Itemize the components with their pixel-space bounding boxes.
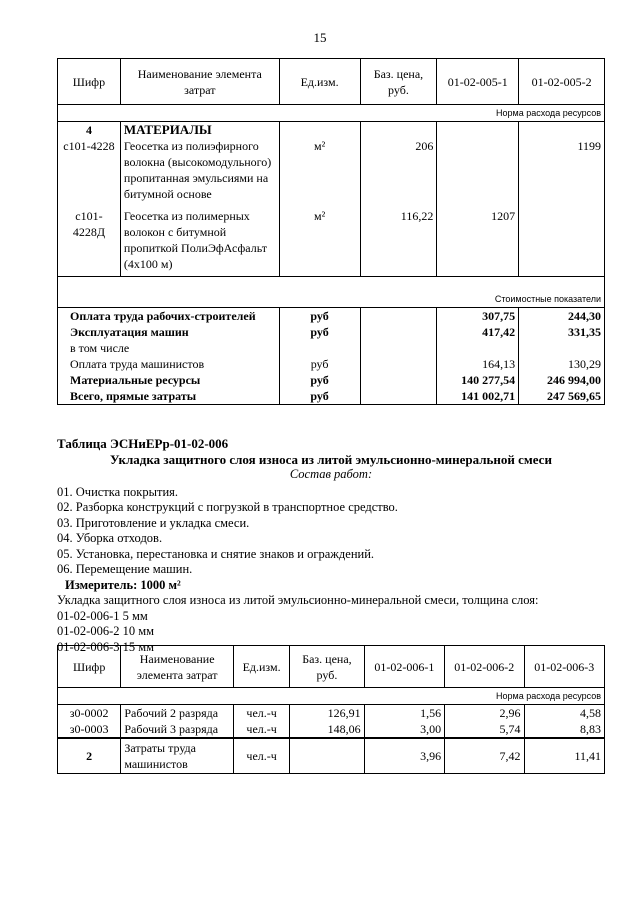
section-2 bbox=[57, 436, 617, 655]
material-value-2-1: 1207 bbox=[437, 202, 519, 277]
row-value-2: 5,74 bbox=[445, 721, 524, 738]
row-unit: чел.-ч bbox=[233, 721, 289, 738]
cost-price-empty bbox=[360, 372, 437, 388]
material-price-1: 206 bbox=[360, 122, 437, 203]
row-code: з0-0003 bbox=[58, 721, 121, 738]
row-name: Рабочий 2 разряда bbox=[121, 705, 234, 722]
work-step: 02. Разборка конструкций с погрузкой в транспортное средство. bbox=[57, 500, 398, 514]
cost-row bbox=[58, 356, 605, 372]
cost-value-2: 130,29 bbox=[519, 356, 605, 372]
cost-price-empty bbox=[360, 307, 437, 324]
cost-value-2: 331,35 bbox=[519, 324, 605, 340]
header-name: Наименование элемента затрат bbox=[120, 59, 279, 105]
row-price: 148,06 bbox=[290, 721, 364, 738]
work-step: 06. Перемещение машин. bbox=[57, 562, 193, 576]
material-name-1: МАТЕРИАЛЫ Геосетка из полиэфирного волокна (высокомодульного) пропитанная эмульсиями на битумной основе bbox=[120, 122, 279, 203]
page-number: 15 bbox=[313, 30, 327, 45]
cost-value-2: 247 569,65 bbox=[519, 388, 605, 405]
row-price: 126,91 bbox=[290, 705, 364, 722]
row-value-3: 4,58 bbox=[524, 705, 604, 722]
resource-table-1 bbox=[57, 58, 605, 405]
resource-table-2 bbox=[57, 645, 605, 774]
row-name: Затраты труда машинистов bbox=[121, 738, 234, 774]
norm-label: Норма расхода ресурсов bbox=[58, 105, 605, 122]
material-value-1-2: 1199 bbox=[519, 122, 605, 203]
cost-unit: руб bbox=[279, 372, 360, 388]
row-price bbox=[290, 738, 364, 774]
t2-header-name: Наименование элемента затрат bbox=[121, 646, 234, 688]
material-unit-2: м² bbox=[279, 202, 360, 277]
header-unit: Ед.изм. bbox=[279, 59, 360, 105]
cost-name: Оплата труда рабочих-строителей bbox=[58, 307, 280, 324]
work-step: 05. Установка, перестановка и снятие знаков и ограждений. bbox=[57, 546, 375, 561]
header-col-1: 01-02-005-1 bbox=[437, 59, 519, 105]
t2-header-col-3: 01-02-006-3 bbox=[524, 646, 604, 688]
t2-header-col-2: 01-02-006-2 bbox=[445, 646, 524, 688]
cost-price-empty bbox=[360, 388, 437, 405]
section-title: МАТЕРИАЛЫ bbox=[123, 122, 212, 137]
table-row bbox=[58, 705, 605, 722]
cost-row bbox=[58, 324, 605, 340]
cost-row bbox=[58, 307, 605, 324]
cost-value-1: 164,13 bbox=[437, 356, 519, 372]
work-composition-label: Состав работ: bbox=[289, 467, 373, 481]
material-value-1-1 bbox=[437, 122, 519, 203]
variant-item: 01-02-006-3 15 мм bbox=[57, 639, 155, 654]
cost-unit bbox=[279, 340, 360, 356]
material-unit-1: м² bbox=[279, 122, 360, 203]
cost-value-2: 246 994,00 bbox=[519, 372, 605, 388]
t2-header-code: Шифр bbox=[58, 646, 121, 688]
work-step: 03. Приготовление и укладка смеси. bbox=[57, 515, 250, 530]
row-value-1: 1,56 bbox=[364, 705, 444, 722]
cost-unit: руб bbox=[279, 324, 360, 340]
material-code-1: 4 с101-4228 bbox=[58, 122, 121, 203]
header-col-2: 01-02-005-2 bbox=[519, 59, 605, 105]
row-unit: чел.-ч bbox=[233, 738, 289, 774]
cost-row bbox=[58, 372, 605, 388]
t2-header-unit: Ед.изм. bbox=[233, 646, 289, 688]
work-step: 01. Очистка покрытия. bbox=[57, 484, 179, 499]
row-value-1: 3,96 bbox=[364, 738, 444, 774]
cost-value-2: 244,30 bbox=[519, 307, 605, 324]
table-row bbox=[58, 721, 605, 738]
row-code: з0-0002 bbox=[58, 705, 121, 722]
cost-row bbox=[58, 388, 605, 405]
variant-item: 01-02-006-2 10 мм bbox=[57, 624, 155, 638]
row-value-3: 11,41 bbox=[524, 738, 604, 774]
table-title: Таблица ЭСНиЕРр-01-02-006 bbox=[57, 436, 229, 451]
work-steps bbox=[57, 485, 617, 578]
material-name-2: Геосетка из полимерных волокон с битумной пропиткой ПолиЭфАсфальт (4х100 м) bbox=[120, 202, 279, 277]
cost-price-empty bbox=[360, 340, 437, 356]
description: Укладка защитного слоя износа из литой эмульсионно-минеральной смеси, толщина слоя: bbox=[57, 593, 539, 607]
row-value-1: 3,00 bbox=[364, 721, 444, 738]
row-value-3: 8,83 bbox=[524, 721, 604, 738]
cost-value-1: 417,42 bbox=[437, 324, 519, 340]
cost-label: Стоимостные показатели bbox=[58, 291, 605, 308]
work-step: 04. Уборка отходов. bbox=[57, 531, 163, 545]
row-name: Рабочий 3 разряда bbox=[121, 721, 234, 738]
t2-norm-label: Норма расхода ресурсов bbox=[58, 688, 605, 705]
cost-unit: руб bbox=[279, 388, 360, 405]
material-value-2-2 bbox=[519, 202, 605, 277]
cost-unit: руб bbox=[279, 356, 360, 372]
row-code: 2 bbox=[58, 738, 121, 774]
row-value-2: 7,42 bbox=[445, 738, 524, 774]
cost-value-1 bbox=[437, 340, 519, 356]
cost-name: Материальные ресурсы bbox=[58, 372, 280, 388]
header-price: Баз. цена, руб. bbox=[360, 59, 437, 105]
table-row bbox=[58, 738, 605, 774]
cost-value-1: 140 277,54 bbox=[437, 372, 519, 388]
section-heading: Укладка защитного слоя износа из литой эмульсионно-минеральной смеси bbox=[110, 451, 552, 467]
material-code-2: с101-4228Д bbox=[58, 202, 121, 277]
t2-header-price: Баз. цена, руб. bbox=[290, 646, 364, 688]
cost-name: Эксплуатация машин bbox=[58, 324, 280, 340]
material-price-2: 116,22 bbox=[360, 202, 437, 277]
cost-name: в том числе bbox=[58, 340, 280, 356]
cost-name: Всего, прямые затраты bbox=[58, 388, 280, 405]
cost-unit: руб bbox=[279, 307, 360, 324]
cost-row bbox=[58, 340, 605, 356]
row-unit: чел.-ч bbox=[233, 705, 289, 722]
row-value-2: 2,96 bbox=[445, 705, 524, 722]
variant-item: 01-02-006-1 5 мм bbox=[57, 608, 148, 623]
section-number: 4 bbox=[85, 123, 92, 137]
cost-value-2 bbox=[519, 340, 605, 356]
cost-price-empty bbox=[360, 356, 437, 372]
header-code: Шифр bbox=[58, 59, 121, 105]
cost-price-empty bbox=[360, 324, 437, 340]
t2-header-col-1: 01-02-006-1 bbox=[364, 646, 444, 688]
cost-value-1: 307,75 bbox=[437, 307, 519, 324]
meter: Измеритель: 1000 м² bbox=[65, 577, 181, 592]
cost-name: Оплата труда машинистов bbox=[58, 356, 280, 372]
cost-value-1: 141 002,71 bbox=[437, 388, 519, 405]
spacer-row bbox=[58, 277, 605, 291]
